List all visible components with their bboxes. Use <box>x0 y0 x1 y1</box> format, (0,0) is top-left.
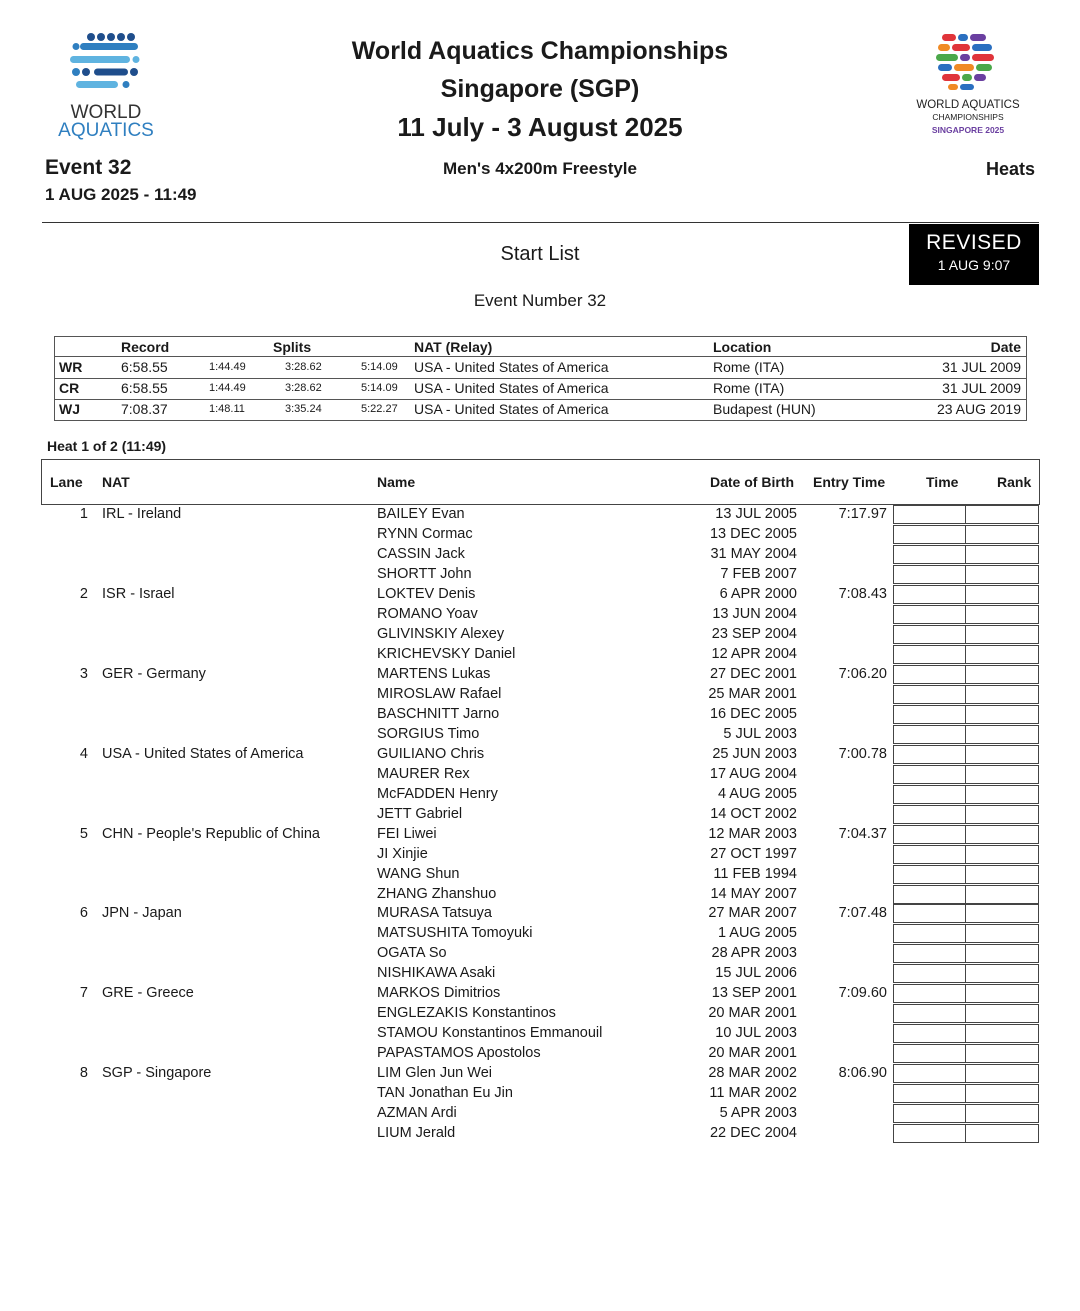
swimmer-dob: 16 DEC 2005 <box>709 706 797 722</box>
record-nat: USA - United States of America <box>414 380 609 396</box>
record-date: 31 JUL 2009 <box>942 359 1021 375</box>
logo-word-aquatics: AQUATICS <box>58 120 154 140</box>
swimmer-dob: 5 JUL 2003 <box>723 726 797 742</box>
record-split: 5:14.09 <box>361 361 398 373</box>
team-nat: SGP - Singapore <box>102 1065 212 1081</box>
swimmer-name: WANG Shun <box>377 866 460 882</box>
swimmer-name: ENGLEZAKIS Konstantinos <box>377 1005 556 1021</box>
rank-box <box>965 1104 1039 1123</box>
swimmer-name: RYNN Cormac <box>377 526 473 542</box>
rank-box <box>965 944 1039 963</box>
time-box <box>893 845 966 864</box>
rank-box <box>965 865 1039 884</box>
swimmer-dob: 14 OCT 2002 <box>710 806 797 822</box>
swimmer-name: LOKTEV Denis <box>377 586 476 602</box>
swimmer-name: KRICHEVSKY Daniel <box>377 646 516 662</box>
swimmer-dob: 25 JUN 2003 <box>712 746 797 762</box>
swimmer-dob: 11 FEB 1994 <box>713 866 797 882</box>
time-box <box>893 1004 966 1023</box>
rank-box <box>965 765 1039 784</box>
swimmer-dob: 15 JUL 2006 <box>715 965 797 981</box>
lane-number: 7 <box>79 985 88 1001</box>
rank-box <box>965 1024 1039 1043</box>
swimmer-dob: 28 MAR 2002 <box>708 1065 797 1081</box>
time-box <box>893 785 966 804</box>
team-nat: CHN - People's Republic of China <box>102 826 320 842</box>
rank-box <box>965 904 1039 923</box>
team-nat: GRE - Greece <box>102 985 194 1001</box>
time-box <box>893 984 966 1003</box>
swimmer-name: BASCHNITT Jarno <box>377 706 500 722</box>
swimmer-name: OGATA So <box>377 945 447 961</box>
rank-box <box>965 964 1039 983</box>
time-box <box>893 944 966 963</box>
record-row <box>55 378 1026 399</box>
time-box <box>893 645 966 664</box>
event-label: Event 32 <box>45 156 132 179</box>
entry-time: 7:17.97 <box>838 506 887 522</box>
swimmer-name: MARTENS Lukas <box>377 666 491 682</box>
rank-box <box>965 705 1039 724</box>
records-header-location: Location <box>713 339 772 355</box>
rank-box <box>965 585 1039 604</box>
record-nat: USA - United States of America <box>414 359 609 375</box>
rank-box <box>965 525 1039 544</box>
title-line-1: World Aquatics Championships <box>351 37 729 65</box>
swimmer-dob: 25 MAR 2001 <box>708 686 797 702</box>
swimmer-name: SORGIUS Timo <box>377 726 480 742</box>
heat-header-nat: NAT <box>102 474 130 490</box>
heat-header-lane: Lane <box>50 474 83 490</box>
event-phase: Heats <box>985 159 1035 179</box>
champ-logo-line-2: CHAMPIONSHIPS <box>932 112 1004 122</box>
swimmer-name: MARKOS Dimitrios <box>377 985 501 1001</box>
rank-box <box>965 825 1039 844</box>
lane-number: 1 <box>79 506 88 522</box>
swimmer-dob: 27 MAR 2007 <box>708 905 797 921</box>
time-box <box>893 585 966 604</box>
time-box <box>893 625 966 644</box>
time-box <box>893 725 966 744</box>
swimmer-name: MAURER Rex <box>377 766 470 782</box>
record-time: 6:58.55 <box>121 380 168 396</box>
swimmer-dob: 5 APR 2003 <box>719 1105 797 1121</box>
time-box <box>893 1064 966 1083</box>
team-nat: ISR - Israel <box>102 586 175 602</box>
swimmer-dob: 27 DEC 2001 <box>709 666 797 682</box>
record-code: CR <box>59 380 80 396</box>
world-aquatics-logo-icon <box>46 30 166 140</box>
time-box <box>893 765 966 784</box>
rank-box <box>965 1064 1039 1083</box>
time-box <box>893 605 966 624</box>
swimmer-dob: 13 JUN 2004 <box>712 606 797 622</box>
swimmer-name: GUILIANO Chris <box>377 746 485 762</box>
record-split: 3:28.62 <box>285 382 322 394</box>
entry-time: 7:06.20 <box>838 666 887 682</box>
swimmer-name: STAMOU Konstantinos Emmanouil <box>377 1025 603 1041</box>
rank-box <box>965 1004 1039 1023</box>
entry-time: 7:08.43 <box>838 586 887 602</box>
lane-number: 8 <box>79 1065 88 1081</box>
swimmer-dob: 22 DEC 2004 <box>709 1125 797 1141</box>
swimmer-dob: 23 SEP 2004 <box>711 626 797 642</box>
swimmer-dob: 10 JUL 2003 <box>715 1025 797 1041</box>
records-header-record: Record <box>121 339 170 355</box>
time-box <box>893 685 966 704</box>
swimmer-name: CASSIN Jack <box>377 546 465 562</box>
swimmer-name: LIUM Jerald <box>377 1125 456 1141</box>
swimmer-dob: 11 MAR 2002 <box>709 1085 797 1101</box>
swimmer-name: FEI Liwei <box>377 826 437 842</box>
lane-number: 3 <box>79 666 88 682</box>
time-box <box>893 505 966 524</box>
lane-number: 6 <box>79 905 88 921</box>
record-code: WJ <box>59 401 80 417</box>
swimmer-name: SHORTT John <box>377 566 472 582</box>
rank-box <box>965 605 1039 624</box>
rank-box <box>965 845 1039 864</box>
title-line-2: Singapore (SGP) <box>440 75 640 103</box>
swimmer-name: LIM Glen Jun Wei <box>377 1065 492 1081</box>
time-box <box>893 705 966 724</box>
swimmer-dob: 27 OCT 1997 <box>710 846 797 862</box>
swimmer-dob: 6 APR 2000 <box>719 586 797 602</box>
entry-time: 7:04.37 <box>838 826 887 842</box>
swimmer-dob: 20 MAR 2001 <box>708 1005 797 1021</box>
record-split: 1:44.49 <box>209 361 246 373</box>
swimmer-name: ROMANO Yoav <box>377 606 478 622</box>
swimmer-name: MATSUSHITA Tomoyuki <box>377 925 533 941</box>
time-box <box>893 545 966 564</box>
record-nat: USA - United States of America <box>414 401 609 417</box>
time-box <box>893 904 966 923</box>
time-box <box>893 565 966 584</box>
team-nat: IRL - Ireland <box>102 506 182 522</box>
record-split: 3:28.62 <box>285 361 322 373</box>
time-box <box>893 1024 966 1043</box>
championships-logo-icon <box>898 30 1038 138</box>
championship-title <box>300 32 780 146</box>
swimmer-name: PAPASTAMOS Apostolos <box>377 1045 541 1061</box>
swimmer-dob: 14 MAY 2007 <box>710 886 797 902</box>
swimmer-dob: 13 DEC 2005 <box>709 526 797 542</box>
record-time: 6:58.55 <box>121 359 168 375</box>
rank-box <box>965 1084 1039 1103</box>
lane-number: 2 <box>79 586 88 602</box>
record-date: 23 AUG 2019 <box>936 401 1021 417</box>
swimmer-dob: 17 AUG 2004 <box>709 766 797 782</box>
time-box <box>893 964 966 983</box>
swimmer-name: AZMAN Ardi <box>377 1105 457 1121</box>
rank-box <box>965 565 1039 584</box>
heat-header-time: Time <box>926 474 959 490</box>
entry-time: 8:06.90 <box>838 1065 887 1081</box>
swimmer-name: TAN Jonathan Eu Jin <box>377 1085 513 1101</box>
rank-box <box>965 984 1039 1003</box>
record-code: WR <box>59 359 83 375</box>
swimmer-dob: 13 JUL 2005 <box>715 506 797 522</box>
time-box <box>893 1044 966 1063</box>
time-box <box>893 745 966 764</box>
time-box <box>893 825 966 844</box>
swimmer-name: ZHANG Zhanshuo <box>377 886 497 902</box>
lane-number: 5 <box>79 826 88 842</box>
swimmer-dob: 12 MAR 2003 <box>708 826 797 842</box>
swimmer-dob: 1 AUG 2005 <box>718 925 797 941</box>
entry-time: 7:07.48 <box>838 905 887 921</box>
entry-time: 7:09.60 <box>838 985 887 1001</box>
record-split: 3:35.24 <box>285 403 322 415</box>
rank-box <box>965 685 1039 704</box>
record-split: 5:14.09 <box>361 382 398 394</box>
records-header-splits: Splits <box>273 339 312 355</box>
time-box <box>893 665 966 684</box>
rank-box <box>965 645 1039 664</box>
swimmer-dob: 13 SEP 2001 <box>711 985 797 1001</box>
revised-time: 1 AUG 9:07 <box>937 257 1011 273</box>
record-location: Rome (ITA) <box>713 359 785 375</box>
swimmer-dob: 20 MAR 2001 <box>708 1045 797 1061</box>
records-table <box>54 336 1027 421</box>
rank-box <box>965 505 1039 524</box>
record-time: 7:08.37 <box>121 401 168 417</box>
rank-box <box>965 805 1039 824</box>
record-location: Rome (ITA) <box>713 380 785 396</box>
champ-logo-line-1: WORLD AQUATICS <box>916 99 1020 111</box>
rank-box <box>965 625 1039 644</box>
swimmer-name: McFADDEN Henry <box>377 786 498 802</box>
revised-badge <box>909 224 1039 285</box>
record-date: 31 JUL 2009 <box>942 380 1021 396</box>
record-row <box>55 399 1026 420</box>
team-nat: JPN - Japan <box>102 905 182 921</box>
swimmer-name: JI Xinjie <box>377 846 428 862</box>
time-box <box>893 1124 966 1143</box>
rank-box <box>965 924 1039 943</box>
records-header-date: Date <box>990 339 1021 355</box>
swimmer-dob: 31 MAY 2004 <box>710 546 797 562</box>
swimmer-dob: 12 APR 2004 <box>711 646 797 662</box>
event-datetime: 1 AUG 2025 - 11:49 <box>45 185 197 204</box>
heat-header-name: Name <box>377 474 416 490</box>
time-box <box>893 805 966 824</box>
champ-logo-line-3: SINGAPORE 2025 <box>931 125 1005 135</box>
world-aquatics-logo <box>46 30 166 140</box>
time-box <box>893 885 966 904</box>
lane-number: 4 <box>79 746 88 762</box>
header-divider <box>42 222 1039 223</box>
rank-box <box>965 1044 1039 1063</box>
event-name: Men's 4x200m Freestyle <box>443 159 637 178</box>
swimmer-name: JETT Gabriel <box>377 806 463 822</box>
document-title: Start List <box>500 243 580 265</box>
rank-box <box>965 885 1039 904</box>
record-location: Budapest (HUN) <box>713 401 816 417</box>
heat-label: Heat 1 of 2 (11:49) <box>47 438 167 454</box>
rank-box <box>965 725 1039 744</box>
time-box <box>893 924 966 943</box>
record-row <box>55 357 1026 378</box>
revised-label: REVISED <box>926 231 1022 254</box>
swimmer-name: BAILEY Evan <box>377 506 465 522</box>
heat-header-rank: Rank <box>997 474 1032 490</box>
team-nat: GER - Germany <box>102 666 206 682</box>
record-split: 1:48.11 <box>209 403 245 415</box>
swimmer-name: GLIVINSKIY Alexey <box>377 626 505 642</box>
rank-box <box>965 665 1039 684</box>
rank-box <box>965 745 1039 764</box>
heat-header-dob: Date of Birth <box>710 474 794 490</box>
swimmer-name: NISHIKAWA Asaki <box>377 965 496 981</box>
record-split: 5:22.27 <box>361 403 398 415</box>
swimmer-dob: 28 APR 2003 <box>711 945 797 961</box>
logo-word-world: WORLD <box>70 102 142 123</box>
team-nat: USA - United States of America <box>102 746 304 762</box>
time-box <box>893 1084 966 1103</box>
championships-logo <box>898 30 1038 138</box>
time-box <box>893 1104 966 1123</box>
title-line-3: 11 July - 3 August 2025 <box>397 112 683 142</box>
time-box <box>893 525 966 544</box>
swimmer-dob: 4 AUG 2005 <box>718 786 797 802</box>
rank-box <box>965 1124 1039 1143</box>
heat-header-entry: Entry Time <box>813 474 886 490</box>
time-box <box>893 865 966 884</box>
swimmer-name: MURASA Tatsuya <box>377 905 492 921</box>
entry-time: 7:00.78 <box>838 746 887 762</box>
event-number: Event Number 32 <box>473 291 607 310</box>
swimmer-name: MIROSLAW Rafael <box>377 686 502 702</box>
records-header-nat: NAT (Relay) <box>414 339 493 355</box>
rank-box <box>965 545 1039 564</box>
swimmer-dob: 7 FEB 2007 <box>720 566 797 582</box>
heat-table-header <box>41 459 1040 505</box>
record-split: 1:44.49 <box>209 382 246 394</box>
rank-box <box>965 785 1039 804</box>
